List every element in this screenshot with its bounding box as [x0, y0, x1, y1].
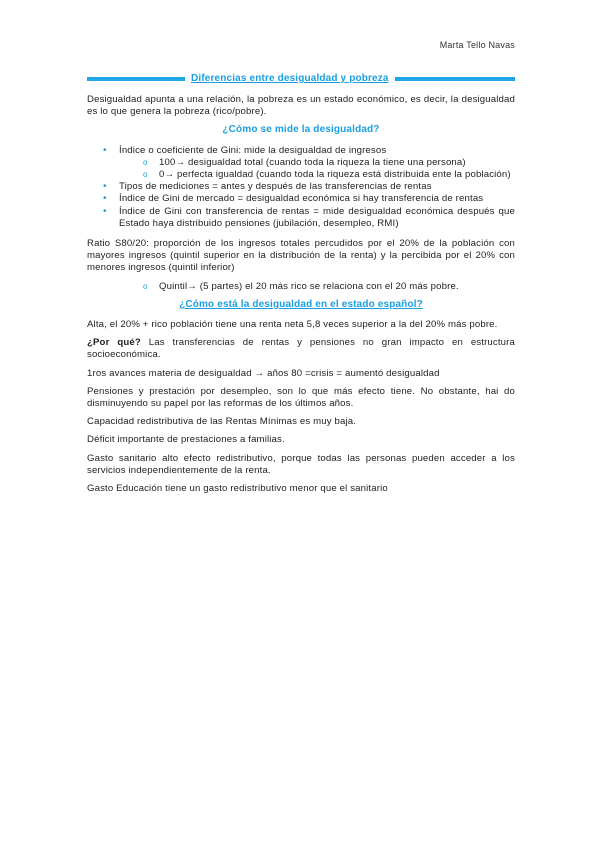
list-item-text: Índice o coeficiente de Gini: mide la desigualdad de ingresos — [119, 144, 387, 156]
paragraph-gasto-sanitario: Gasto sanitario alto efecto redistributivo, porque todas las personas pueden acceder a los servicios independientemente de la renta. — [87, 452, 515, 476]
list-item-text: Índice de Gini con transferencia de rentas = mide desigualdad económica después que Estado haya distribuido pensiones (jubilación, desempleo, RMI) — [119, 205, 515, 229]
measure-list — [87, 145, 515, 230]
quintil-item — [87, 281, 515, 293]
paragraph-pensiones: Pensiones y prestación por desempleo, son lo que más efecto tiene. No obstante, hai do disminuyendo su papel por las reformas de los últimos años. — [87, 385, 515, 410]
paragraph-rentas-minimas: Capacidad redistributiva de las Rentas Mínimas es muy baja. — [87, 416, 357, 428]
sub-list-item-text: 0→ perfecta igualdad (cuando toda la riqueza está distribuida ente la población) — [159, 169, 511, 181]
ratio-paragraph: Ratio S80/20: proporción de los ingresos totales percudidos por el 20% de la población con mayores ingresos (quintil superior en la distribución de la renta) y la percibida por el 20% con menores ingresos (quintil inferior) — [87, 238, 515, 274]
bullet-icon: • — [103, 144, 107, 156]
heading-bar-right — [395, 77, 515, 81]
por-que-text: Las transferencias de rentas y pensiones no gran impacto en estructura socioeconómica. — [87, 337, 515, 361]
paragraph-por-que — [87, 337, 515, 361]
paragraph-deficit: Déficit importante de prestaciones a familias. — [87, 434, 285, 446]
section-title-3: ¿Cómo está la desigualdad en el estado español? — [179, 298, 423, 310]
document-body — [87, 72, 515, 501]
sub-list-item — [119, 157, 515, 169]
section-heading-1 — [87, 72, 515, 86]
sub-list-item-text: 100→ desigualdad total (cuando toda la riqueza la tiene una persona) — [159, 156, 466, 168]
sub-list-item — [119, 169, 515, 181]
section-title-1: Diferencias entre desigualdad y pobreza — [191, 72, 389, 84]
list-item-text: Índice de Gini de mercado = desigualdad económica si hay transferencia de rentas — [119, 193, 484, 205]
quintil-text: Quintil→ (5 partes) el 20 más rico se relaciona con el 20 más pobre. — [159, 280, 459, 292]
bullet-icon: • — [103, 181, 107, 193]
bullet-icon: • — [103, 193, 107, 205]
list-item — [87, 193, 515, 205]
bullet-icon: • — [103, 205, 107, 217]
heading-bar-left — [87, 77, 185, 81]
section-title-2: ¿Cómo se mide la desigualdad? — [222, 124, 380, 136]
circle-bullet-icon: o — [143, 281, 148, 291]
paragraph-gasto-educacion: Gasto Educación tiene un gasto redistributivo menor que el sanitario — [87, 483, 388, 495]
paragraph-avances: 1ros avances materia de desigualdad → años 80 =crisis = aumentó desigualdad — [87, 367, 440, 379]
intro-paragraph: Desigualdad apunta a una relación, la pobreza es un estado económico, es decir, la desigualdad es lo que genera la pobreza (rico/pobre). — [87, 94, 515, 118]
list-item — [87, 206, 515, 230]
author-name: Marta Tello Navas — [439, 40, 515, 50]
sub-list — [119, 157, 515, 181]
paragraph-alta: Alta, el 20% + rico población tiene una renta neta 5,8 veces superior a la del 20% más pobre. — [87, 319, 498, 331]
list-item — [87, 145, 515, 182]
list-item-text: Tipos de mediciones = antes y después de las transferencias de rentas — [119, 181, 432, 193]
circle-bullet-icon: o — [143, 157, 148, 167]
list-item — [87, 181, 515, 193]
por-que-label: ¿Por qué? — [87, 337, 141, 349]
circle-bullet-icon: o — [143, 170, 148, 180]
